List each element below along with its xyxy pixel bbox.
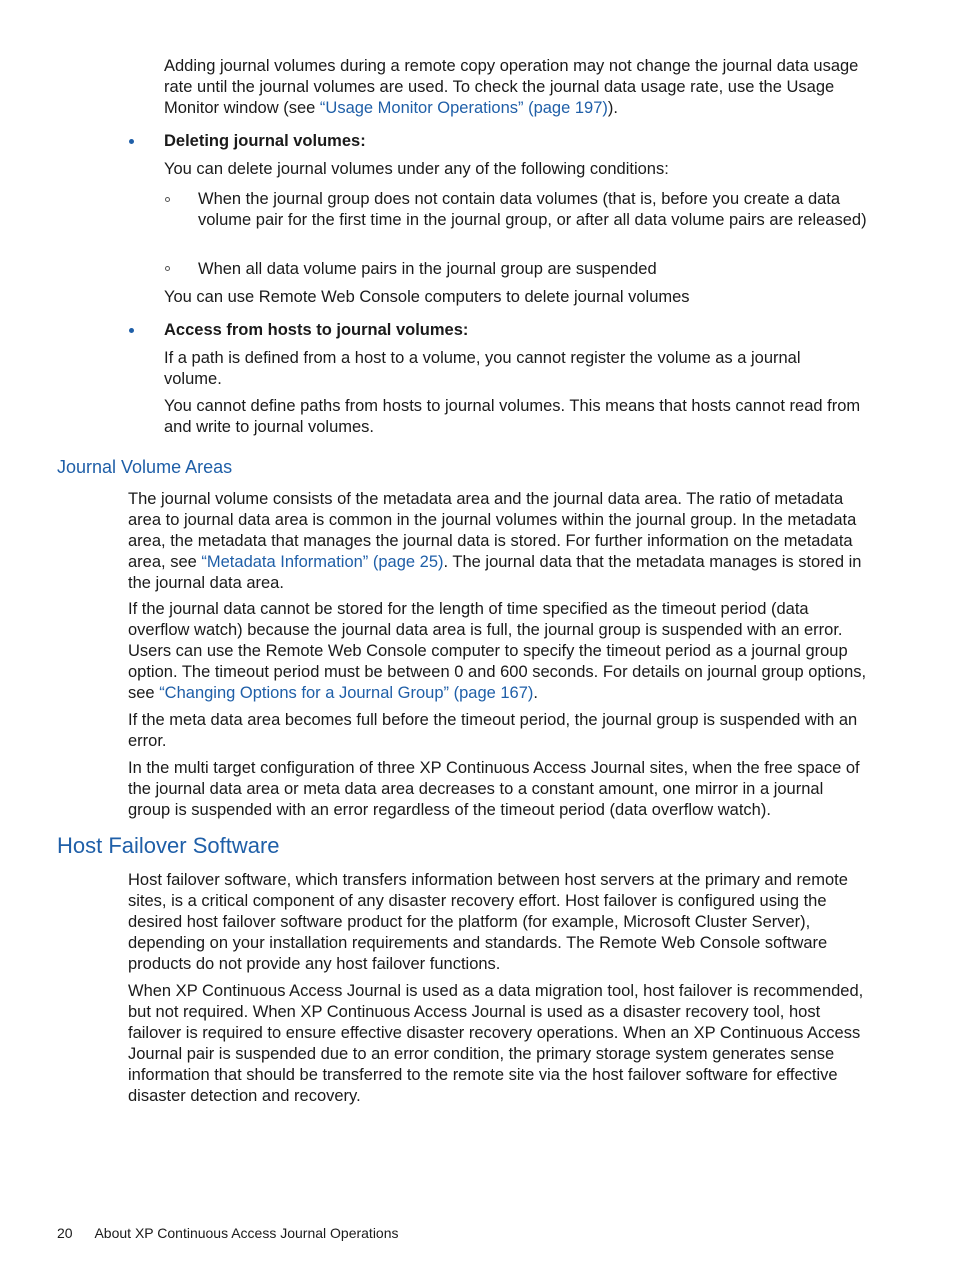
journal-areas-paragraph-3: If the meta data area becomes full before the timeout period, the journal group is suspended with an error. [128,711,858,750]
host-failover-paragraph-1: Host failover software, which transfers information between host servers at the primary and remote sites, is a critical component of any disaster recovery effort. Host failover is configured using the desired host failover software product for the platform (for example, Microsoft Cluster Server), depending on your installation requirements and standards. The Remote Web Console software products do not provide any host failover functions. [128,871,848,973]
intro-paragraph [164,56,870,119]
journal-areas-text: If the journal data cannot be stored for the length of time specified as the timeout period (data overflow watch) because the journal data area is full, the journal group is suspended with an error. Users can use the Remote Web Console computer to specify the timeout period as a journal group option. The timeout period must be between 0 and 600 seconds. For details on journal group options, see [128,600,867,702]
access-paragraph-2: You cannot define paths from hosts to journal volumes. This means that hosts cannot read from and write to journal volumes. [164,397,861,436]
journal-areas-paragraph-4: In the multi target configuration of three XP Continuous Access Journal sites, when the free space of the journal data area or meta data area decreases to a constant amount, one mirror in a journal group is suspended with an error regardless of the timeout period (data overflow watch). [128,759,860,819]
host-failover-paragraph-2: When XP Continuous Access Journal is used as a data migration tool, host failover is recommended, but not required. When XP Continuous Access Journal is used as a disaster recovery tool, host failover is required to ensure effective disaster recovery operations. When an XP Continuous Access Journal pair is suspended due to an error condition, the primary storage system generates sense information that should be transferred to the remote site via the host failover software for effective disaster detection and recovery. [128,982,864,1105]
host-failover-heading: Host Failover Software [57,833,280,858]
journal-areas-text-end: . [533,684,538,702]
deleting-tail: You can use Remote Web Console computers to delete journal volumes [164,288,690,306]
footer [57,1223,399,1244]
sub-bullet-icon [165,266,170,271]
changing-options-link[interactable]: “Changing Options for a Journal Group” (page 167) [159,684,534,702]
deleting-condition-2: When all data volume pairs in the journal group are suspended [198,260,657,278]
journal-volume-areas-heading: Journal Volume Areas [57,457,233,477]
metadata-information-link[interactable]: “Metadata Information” (page 25) [201,553,444,571]
bullet-icon [129,328,134,333]
deleting-title: Deleting journal volumes: [164,132,366,150]
intro-text-end: ). [607,99,618,117]
journal-areas-paragraph-2 [128,599,870,704]
journal-areas-text: The journal volume consists of the metadata area and the journal data area. The ratio of metadata area to journal data area is common in the journal volumes within the journal group. In the metadata area, the metadata that manages the journal data is stored. For further information on the metadata area, see [128,490,857,571]
access-paragraph-1: If a path is defined from a host to a volume, you cannot register the volume as a journal volume. [164,349,801,388]
journal-areas-paragraph-1 [128,489,870,594]
page-number: 20 [57,1225,73,1241]
footer-section-title: About XP Continuous Access Journal Operations [94,1225,399,1241]
access-title: Access from hosts to journal volumes: [164,321,469,339]
intro-text: Adding journal volumes during a remote copy operation may not change the journal data usage rate until the journal volumes are used. To check the journal data usage rate, use the Usage Monitor window (see [164,57,859,117]
sub-bullet-icon [165,197,170,202]
usage-monitor-link[interactable]: “Usage Monitor Operations” (page 197) [319,99,608,117]
bullet-icon [129,139,134,144]
deleting-condition-1: When the journal group does not contain data volumes (that is, before you create a data volume pair for the first time in the journal group, or after all data volume pairs are released) [198,190,867,229]
deleting-lead: You can delete journal volumes under any of the following conditions: [164,160,669,178]
journal-areas-text-end: . The journal data that the metadata manages is stored in the journal data area. [128,553,862,592]
